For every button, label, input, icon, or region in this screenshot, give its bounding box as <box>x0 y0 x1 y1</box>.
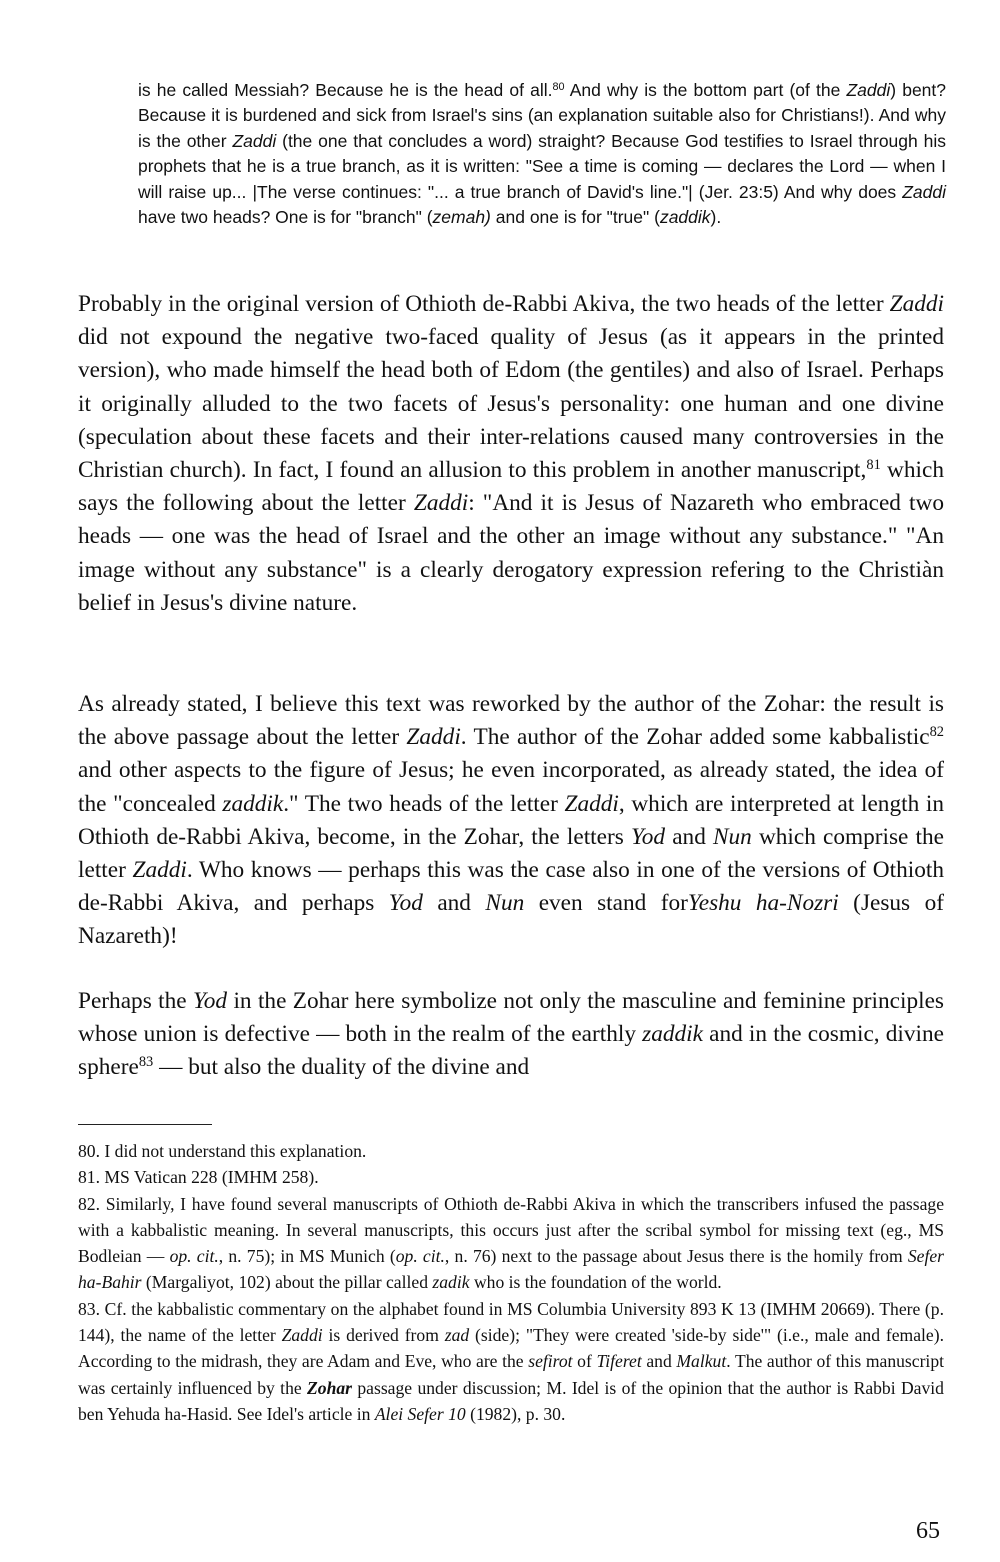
text: Perhaps the <box>78 988 193 1014</box>
text: , n. 75); in MS Munich ( <box>218 1246 396 1267</box>
text: , which are interpreted at length in Othioth de-Rabbi Akiva, become, in the Zohar, the letters <box>78 790 944 850</box>
italic-term: Zaddi <box>132 857 187 884</box>
text: and <box>641 1351 677 1372</box>
italic-term: zaddik <box>642 1021 703 1048</box>
text: MS Vatican 228 (IMHM 258). <box>104 1167 319 1188</box>
italic-term: Yeshu ha-Nozri <box>687 890 839 917</box>
italic-term: sefirot <box>528 1351 573 1372</box>
footnote-number: 83. <box>78 1298 100 1319</box>
text: and other aspects to the figure of Jesus; he even incorporated, as already stated, the idea of the "concealed <box>78 757 944 817</box>
body-paragraph-3 <box>78 985 944 1085</box>
text: , n. 76) next to the passage about Jesus there is the homily from <box>444 1246 908 1267</box>
body-paragraph-2 <box>78 688 944 954</box>
italic-term: Alei Sefer 10 <box>374 1403 466 1424</box>
text: (1982), p. 30. <box>465 1403 566 1424</box>
text: of <box>572 1351 597 1372</box>
footnote-number: 82. <box>78 1193 100 1214</box>
footnote-divider <box>78 1124 212 1125</box>
italic-term: Zaddi <box>413 490 469 517</box>
italic-term: Nun <box>712 823 752 850</box>
text: Probably in the original version of Othioth de-Rabbi Akiva, the two heads of the letter <box>78 291 890 317</box>
italic-term: Tiferet <box>596 1351 642 1372</box>
italic-term: Sefer ha-Bahir <box>78 1246 945 1293</box>
text: . The author of the Zohar added some kabbalistic <box>460 724 930 751</box>
text: (Jesus of Nazareth)! <box>78 890 944 950</box>
footnote-83 <box>78 1296 944 1427</box>
text: did not expound the negative two-faced quality of Jesus (as it appears in the printed version), who made himself the head both of Edom (the gentiles) and also of Israel. Perhaps it originally alluded to the two facets of Jesus's personality: one human and one divine (speculation about these facets and their inter-relations caused many controversies in the Christian church). In fact, I found an allusion to this problem in another manuscript, <box>78 324 944 484</box>
italic-term: Zohar <box>307 1377 353 1398</box>
italic-term: Zaddi <box>564 790 619 817</box>
text: and in the cosmic, divine sphere <box>78 1021 944 1081</box>
text: and <box>422 890 486 917</box>
text: (side); "They were created 'side-by side'" (i.e., male and female). According to the midrash, they are Adam and Eve, who are the <box>78 1325 944 1372</box>
text: Similarly, I have found several manuscripts of Othioth de-Rabbi Akiva in which the transcribers infused the passage with a kabbalistic meaning. In several manuscripts, this occurs just after the scribal symbol for missing text (eg., MS Bodleian — <box>78 1193 944 1267</box>
text: is he called Messiah? Because he is the head of all. <box>138 80 553 100</box>
footnote-ref: 82 <box>929 724 944 741</box>
italic-term: Zaddi <box>232 130 277 151</box>
italic-term: Malkut <box>676 1351 727 1372</box>
footnote-ref: 83 <box>138 1054 154 1071</box>
text: ) bent? Because it is burdened and sick from Israel's sins (an explanation suitable also for Christians!). And why is the other <box>138 80 947 151</box>
text: and one is for "true" ( <box>490 207 660 228</box>
text: have two heads? One is for "branch" ( <box>138 207 433 228</box>
body-paragraph-1 <box>78 288 944 620</box>
text: : "And it is Jesus of Nazareth who embraced two heads — one was the head of Israel and the other an image without any substance." "An image without any substance" is a clearly derogatory expression refering to the Christiàn belief in Jesus's divine nature. <box>78 490 944 616</box>
italic-term: Yod <box>630 823 666 850</box>
text: and <box>665 823 713 850</box>
text: passage under discussion; M. Idel is of the opinion that the author is Rabbi David ben Yehuda ha-Hasid. See Idel's article in <box>78 1377 944 1424</box>
italic-term: Zaddi <box>846 80 891 100</box>
italic-term: Nun <box>485 890 525 917</box>
italic-term: zemah) <box>432 207 491 228</box>
text: in the Zohar here symbolize not only the masculine and feminine principles whose union is defective — both in the realm of the earthly <box>78 988 944 1048</box>
footnote-number: 81. <box>78 1167 100 1188</box>
italic-term: zad <box>444 1325 470 1346</box>
italic-term: op. cit. <box>169 1246 219 1267</box>
italic-term: zaddik <box>659 207 711 228</box>
italic-term: Zaddi <box>281 1325 323 1346</box>
italic-term: zadik <box>432 1272 470 1293</box>
quoted-passage <box>138 78 946 230</box>
page-number: 65 <box>916 1518 940 1544</box>
footnote-ref: 81 <box>866 457 881 474</box>
text: ." The two heads of the letter <box>283 790 565 817</box>
text: ). <box>710 207 722 228</box>
footnote-80 <box>78 1138 944 1164</box>
text: which comprise the letter <box>78 823 944 884</box>
text: I did not understand this explanation. <box>104 1141 367 1161</box>
text: even stand for <box>524 890 688 917</box>
italic-term: Yod <box>388 890 423 917</box>
text: Cf. the kabbalistic commentary on the alphabet found in MS Columbia University 893 K 13 (IMHM 20669). There (p. 144), the name of the letter <box>78 1298 944 1346</box>
italic-term: Zaddi <box>902 181 946 202</box>
text: (the one that concludes a word) straight? Because God testifies to Israel through his prophets that he is a true branch, as it is written: "See a time is coming — declares the Lord — when I will raise up... |The verse continues: "... a true branch of David's line."| (Jer. 23:5) And why does <box>138 130 946 202</box>
italic-term: op. cit. <box>395 1246 445 1267</box>
italic-term: Zaddi <box>406 724 461 751</box>
text: . Who knows — perhaps this was the case also in one of the versions of Othioth de-Rabbi Akiva, and perhaps <box>78 857 944 917</box>
text: who is the foundation of the world. <box>469 1272 722 1293</box>
text: (Margaliyot, 102) about the pillar called <box>141 1272 433 1293</box>
text: As already stated, I believe this text was reworked by the author of the Zohar: the result is the above passage about the letter <box>78 691 944 751</box>
text: which says the following about the letter <box>78 457 944 517</box>
text: is derived from <box>322 1325 445 1346</box>
footnote-81 <box>78 1164 944 1190</box>
italic-term: Zaddi <box>889 291 944 317</box>
text: — but also the duality of the divine and <box>153 1054 530 1081</box>
footnotes <box>78 1138 944 1427</box>
footnote-82 <box>78 1191 944 1296</box>
italic-term: zaddik <box>222 790 284 817</box>
footnote-ref: 80 <box>552 81 565 94</box>
footnote-number: 80. <box>78 1141 100 1161</box>
text: And why is the bottom part (of the <box>564 80 847 100</box>
italic-term: Yod <box>192 988 228 1014</box>
text: . The author of this manuscript was certainly influenced by the <box>78 1351 945 1398</box>
